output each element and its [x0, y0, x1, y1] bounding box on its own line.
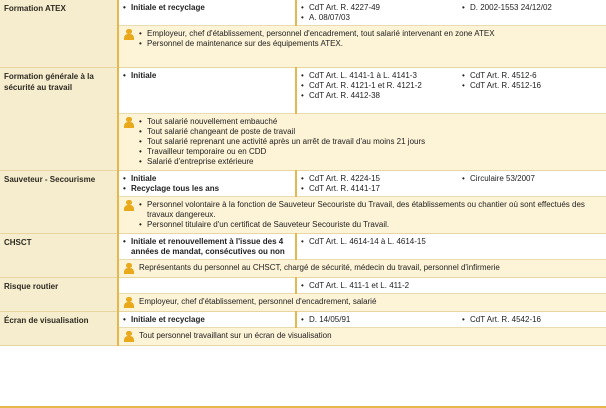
- person-icon: [123, 331, 135, 342]
- training-cell: [118, 0, 296, 26]
- reference-item: • D. 2002-1553 24/12/02: [462, 3, 552, 12]
- public-item: • Employeur, chef d'établissement, personnel d'encadrement, tout salarié intervenant en zone ATEX: [139, 29, 495, 38]
- training-item: • Initiale: [123, 71, 157, 80]
- person-icon: [123, 117, 135, 128]
- reference-cell: [458, 171, 606, 197]
- training-item: • Initiale: [123, 174, 157, 183]
- public-item: • Tout salarié nouvellement embauché: [139, 117, 278, 126]
- reference-cell: [296, 234, 458, 260]
- table-row: [0, 0, 606, 26]
- public-item: Employeur, chef d'établissement, personnel d'encadrement, salarié: [139, 297, 377, 306]
- training-cell: [118, 234, 296, 260]
- table-row: [0, 68, 606, 114]
- reference-cell: [296, 68, 458, 114]
- training-item: • Initiale et recyclage: [123, 315, 205, 324]
- reference-item: • CdT Art. R. 4224-15: [301, 174, 380, 183]
- reference-cell: [458, 278, 606, 294]
- table-row: [0, 278, 606, 294]
- public-item: Représentants du personnel au CHSCT, chargé de sécurité, médecin du travail, personnel d'infirmerie: [139, 263, 500, 272]
- reference-item: • CdT Art. R. 4227-49: [301, 3, 380, 12]
- public-item: • Personnel titulaire d'un certificat de Sauveteur Secouriste du Travail.: [139, 220, 390, 229]
- public-cell: [118, 114, 606, 171]
- reference-cell: [296, 312, 458, 328]
- category-label: Sauveteur - Secourisme: [0, 171, 118, 234]
- reference-cell: [458, 234, 606, 260]
- public-item: • Salarié d'entreprise extérieure: [139, 157, 254, 166]
- reference-item: • CdT Art. R. 4412-38: [301, 91, 380, 100]
- reference-item: • CdT Art. R. 4121-1 et R. 4121-2: [301, 81, 422, 90]
- person-icon: [123, 200, 135, 211]
- public-cell: [118, 294, 606, 312]
- public-cell: [118, 260, 606, 278]
- reference-cell: [458, 68, 606, 114]
- public-item: • Tout salarié reprenant une activité après un arrêt de travail d'au moins 21 jours: [139, 137, 426, 146]
- reference-item: • Circulaire 53/2007: [462, 174, 535, 183]
- public-cell: [118, 197, 606, 234]
- table-row: [0, 234, 606, 260]
- reference-cell: [458, 312, 606, 328]
- reference-item: • CdT Art. L. 4614-14 à L. 4614-15: [301, 237, 426, 246]
- training-cell: [118, 278, 296, 294]
- reference-cell: [296, 0, 458, 26]
- category-label: Formation ATEX: [0, 0, 118, 68]
- public-item: • Personnel volontaire à la fonction de Sauveteur Secouriste du Travail, des établissements ou chantier où sont effectués des travaux dangereux.: [139, 200, 585, 219]
- reference-item: • CdT Art. R. 4542-16: [462, 315, 541, 324]
- reference-item: • CdT Art. R. 4141-17: [301, 184, 380, 193]
- reference-cell: [296, 171, 458, 197]
- table-row: [0, 171, 606, 197]
- category-label: CHSCT: [0, 234, 118, 278]
- person-icon: [123, 297, 135, 308]
- training-cell: [118, 312, 296, 328]
- public-item: • Personnel de maintenance sur des équipements ATEX.: [139, 39, 343, 48]
- training-item: • Initiale et renouvellement à l'issue des 4 années de mandat, consécutives ou non: [123, 237, 285, 256]
- public-item: Tout personnel travaillant sur un écran de visualisation: [139, 331, 332, 340]
- reference-item: • CdT Art. R. 4512-6: [462, 71, 537, 80]
- training-cell: [118, 171, 296, 197]
- training-item: • Initiale et recyclage: [123, 3, 205, 12]
- public-item: • Tout salarié changeant de poste de travail: [139, 127, 296, 136]
- reference-item: • D. 14/05/91: [301, 315, 351, 324]
- reference-item: • A. 08/07/03: [301, 13, 350, 22]
- training-cell: [118, 68, 296, 114]
- reference-cell: [458, 0, 606, 26]
- reference-item: • CdT Art. L. 411-1 et L. 411-2: [301, 281, 410, 290]
- public-cell: [118, 26, 606, 68]
- reference-cell: [296, 278, 458, 294]
- training-item: • Recyclage tous les ans: [123, 184, 220, 193]
- category-label: Écran de visualisation: [0, 312, 118, 346]
- reference-item: • CdT Art. L. 4141-1 à L. 4141-3: [301, 71, 417, 80]
- category-label: Risque routier: [0, 278, 118, 312]
- reference-item: • CdT Art. R. 4512-16: [462, 81, 541, 90]
- person-icon: [123, 29, 135, 40]
- public-cell: [118, 328, 606, 346]
- person-icon: [123, 263, 135, 274]
- category-label: Formation générale à la sécurité au travail: [0, 68, 118, 171]
- table-row: [0, 312, 606, 328]
- public-item: • Travailleur temporaire ou en CDD: [139, 147, 267, 156]
